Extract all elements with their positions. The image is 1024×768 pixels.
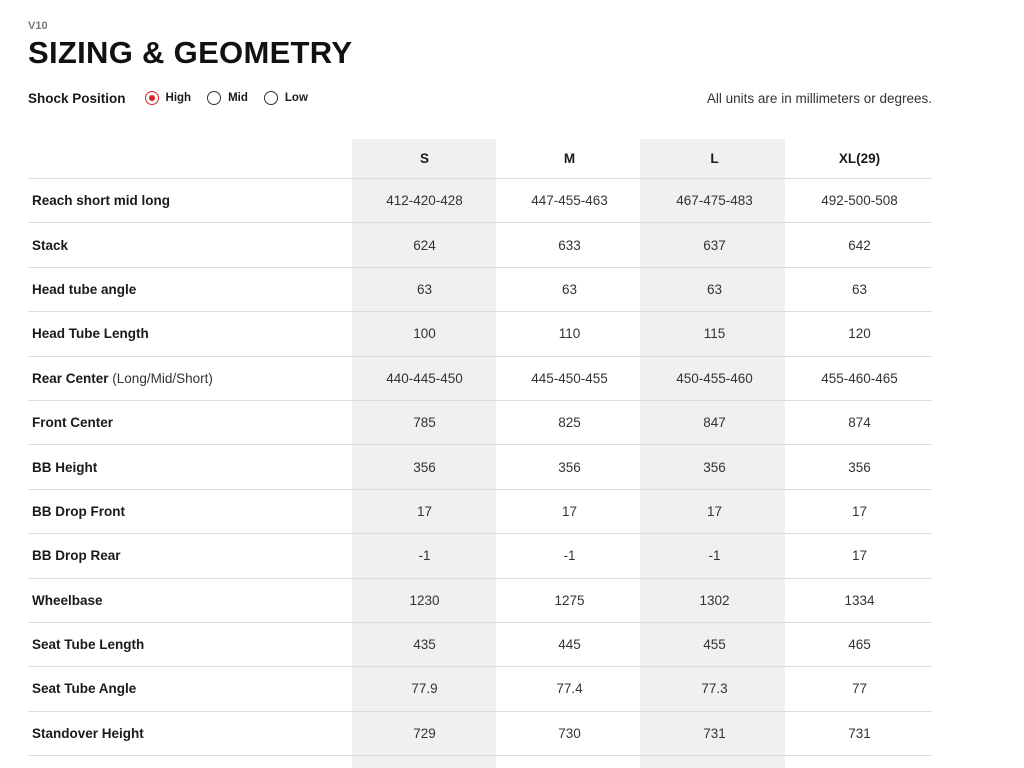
table-cell: 77.4 xyxy=(556,681,583,697)
table-cell: 77.9 xyxy=(411,681,438,697)
table-cell: 729 xyxy=(413,725,436,741)
table-cell: -1 xyxy=(708,548,721,564)
row-label xyxy=(28,681,352,696)
table-cell: 637 xyxy=(703,237,726,253)
table-cell: 17 xyxy=(706,503,723,519)
row-label-text: Seat Tube Angle xyxy=(32,681,137,697)
column-header-l: L xyxy=(710,151,719,166)
row-label xyxy=(28,726,352,741)
table-row xyxy=(28,223,932,267)
table-cell: 731 xyxy=(703,725,726,741)
table-cell: 731 xyxy=(848,725,871,741)
row-label xyxy=(28,282,352,297)
table-cell: 17 xyxy=(851,548,868,564)
table-cell: 1302 xyxy=(699,592,730,608)
row-label xyxy=(28,238,352,253)
model-name: V10 xyxy=(28,20,48,32)
table-cell: 445 xyxy=(558,637,581,653)
table-cell: 445-450-455 xyxy=(531,370,608,386)
table-row xyxy=(28,357,932,401)
row-label xyxy=(28,326,352,341)
row-label-text: Rear Center xyxy=(32,370,109,386)
table-cell: 642 xyxy=(848,237,871,253)
page-title: SIZING & GEOMETRY xyxy=(28,35,353,70)
column-header-m: M xyxy=(563,151,576,166)
table-cell: 17 xyxy=(416,503,433,519)
radio-low-unchecked[interactable] xyxy=(264,91,278,105)
table-cell: 440-445-450 xyxy=(386,370,463,386)
table-row xyxy=(28,179,932,223)
table-row xyxy=(28,623,932,667)
table-cell: -1 xyxy=(563,548,576,564)
row-label-text: BB Drop Front xyxy=(32,503,125,519)
table-cell: 63 xyxy=(561,281,578,297)
table-cell: 77.3 xyxy=(701,681,728,697)
row-label-text: BB Height xyxy=(32,459,98,475)
table-cell: 356 xyxy=(558,459,581,475)
table-cell: 356 xyxy=(703,459,726,475)
table-cell: 17 xyxy=(851,503,868,519)
table-cell: 412-420-428 xyxy=(386,193,463,209)
table-cell: 115 xyxy=(703,326,726,342)
column-header-s: S xyxy=(419,151,429,166)
geometry-table xyxy=(28,139,932,756)
radio-selected-dot xyxy=(149,95,155,101)
table-row xyxy=(28,401,932,445)
table-cell: 100 xyxy=(413,326,436,342)
units-note: All units are in millimeters or degrees. xyxy=(706,91,932,106)
table-cell: 63 xyxy=(706,281,723,297)
table-row xyxy=(28,712,932,756)
table-cell: 730 xyxy=(558,725,581,741)
table-cell: 467-475-483 xyxy=(676,193,753,209)
table-header-row xyxy=(28,139,932,179)
row-label-text: Head tube angle xyxy=(32,281,137,297)
radio-mid-unchecked[interactable] xyxy=(207,91,221,105)
column-header-xl29: XL(29) xyxy=(838,151,881,166)
table-cell: -1 xyxy=(418,548,431,564)
row-label xyxy=(28,504,352,519)
table-row xyxy=(28,534,932,578)
row-label xyxy=(28,415,352,430)
radio-mid-label: Mid xyxy=(228,92,248,104)
row-label-text: BB Drop Rear xyxy=(32,548,121,564)
shock-position-high-option[interactable] xyxy=(145,91,192,105)
table-cell: 1230 xyxy=(409,592,440,608)
table-cell: 17 xyxy=(561,503,578,519)
table-row xyxy=(28,667,932,711)
row-label xyxy=(28,460,352,475)
row-label xyxy=(28,637,352,652)
table-cell: 465 xyxy=(848,637,871,653)
row-label-text: Stack xyxy=(32,237,69,253)
row-label xyxy=(28,371,352,386)
table-cell: 492-500-508 xyxy=(821,193,898,209)
row-label-text: Head Tube Length xyxy=(32,326,149,342)
table-cell: 63 xyxy=(416,281,433,297)
shock-position-label: Shock Position xyxy=(28,90,126,106)
table-cell: 1334 xyxy=(844,592,875,608)
row-label xyxy=(28,548,352,563)
shock-position-options xyxy=(145,91,324,105)
table-cell: 847 xyxy=(703,415,726,431)
table-cell: 356 xyxy=(848,459,871,475)
table-cell: 874 xyxy=(848,415,871,431)
table-cell: 435 xyxy=(413,637,436,653)
table-row xyxy=(28,268,932,312)
row-label xyxy=(28,193,352,208)
table-cell: 120 xyxy=(848,326,871,342)
row-label-note: (Long/Mid/Short) xyxy=(112,370,213,386)
table-cell: 825 xyxy=(558,415,581,431)
table-cell: 1275 xyxy=(554,592,585,608)
shock-position-low-option[interactable] xyxy=(264,91,308,105)
radio-high-label: High xyxy=(165,92,192,104)
table-row xyxy=(28,490,932,534)
table-cell: 633 xyxy=(558,237,581,253)
table-cell: 110 xyxy=(558,326,581,342)
row-label-text: Front Center xyxy=(32,415,113,431)
table-cell: 63 xyxy=(851,281,868,297)
radio-low-label: Low xyxy=(284,92,308,104)
shock-position-mid-option[interactable] xyxy=(207,91,248,105)
table-row xyxy=(28,312,932,356)
row-label-text: Seat Tube Length xyxy=(32,637,145,653)
row-label-text: Reach short mid long xyxy=(32,193,171,209)
row-label-text: Standover Height xyxy=(32,725,144,741)
table-cell: 455-460-465 xyxy=(821,370,898,386)
row-label-text: Wheelbase xyxy=(32,592,103,608)
table-cell: 356 xyxy=(413,459,436,475)
table-cell: 447-455-463 xyxy=(531,193,608,209)
table-cell: 624 xyxy=(413,237,436,253)
table-cell: 77 xyxy=(851,681,868,697)
table-cell: 455 xyxy=(703,637,726,653)
radio-high-checked[interactable] xyxy=(145,91,159,105)
table-row xyxy=(28,579,932,623)
table-cell: 450-455-460 xyxy=(676,370,753,386)
table-body xyxy=(28,179,932,756)
table-row xyxy=(28,445,932,489)
table-cell: 785 xyxy=(413,415,436,431)
row-label xyxy=(28,593,352,608)
shock-position-selector xyxy=(28,88,324,108)
